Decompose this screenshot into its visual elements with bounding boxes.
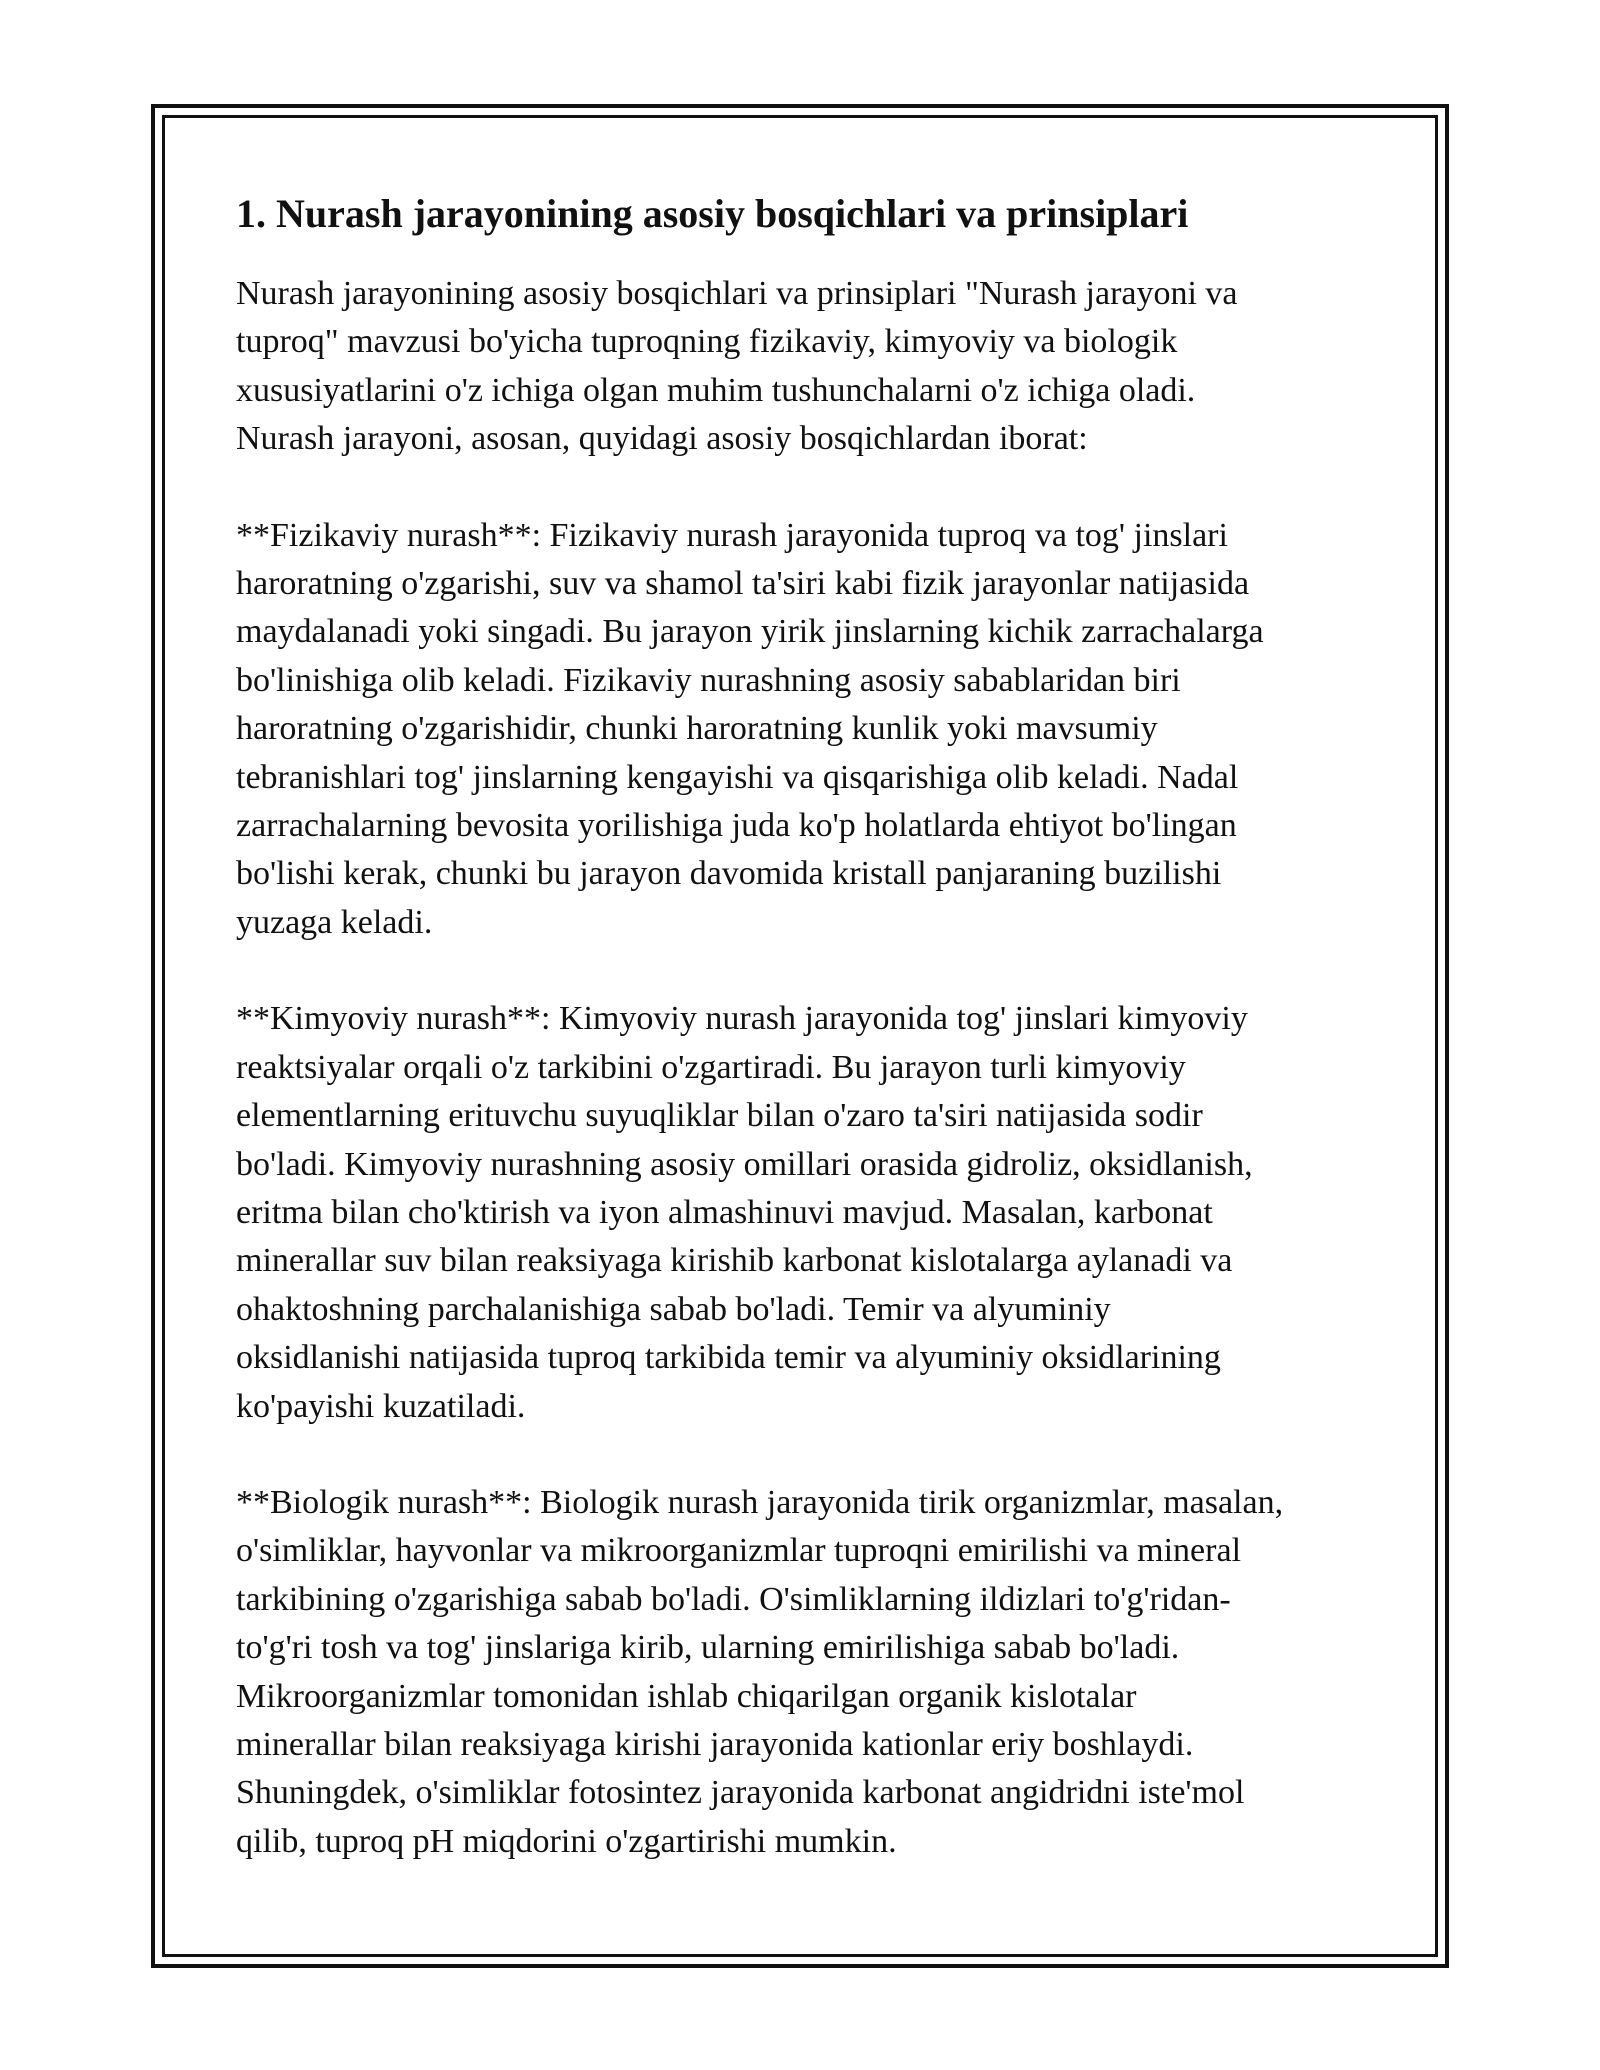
document-body <box>236 186 1386 1914</box>
intro-paragraph: Nurash jarayonining asosiy bosqichlari va prinsiplari "Nurash jarayoni va tuproq" mavzusi bo'yicha tuproqning fizikaviy, kimyoviy va biologik xususiyatlarini o'z ichiga olgan muhim tushunchalarni o'z ichiga oladi. Nurash jarayoni, asosan, quyidagi asosiy bosqichlardan iborat: <box>236 275 1238 458</box>
section-heading: 1. Nurash jarayonining asosiy bosqichlari va prinsiplari <box>236 191 1189 236</box>
physical-weathering-paragraph: **Fizikaviy nurash**: Fizikaviy nurash jarayonida tuproq va tog' jinslari haroratning o'zgarishi, suv va shamol ta'siri kabi fizik jarayonlar natijasida maydalanadi yoki singadi. Bu jarayon yirik jinslarning kichik zarrachalarga bo'linishiga olib keladi. Fizikaviy nurashning asosiy sabablaridan biri haroratning o'zgarishidir, chunki haroratning kunlik yoki mavsumiy tebranishlari tog' jinslarning kengayishi va qisqarishiga olib keladi. Nadal zarrachalarning bevosita yorilishiga juda ko'p holatlarda ehtiyot bo'lingan bo'lishi kerak, chunki bu jarayon davomida kristall panjaraning buzilishi yuzaga keladi. <box>236 516 1264 941</box>
biological-weathering-paragraph: **Biologik nurash**: Biologik nurash jarayonida tirik organizmlar, masalan, o'simliklar, hayvonlar va mikroorganizmlar tuproqni emirilishi va mineral tarkibining o'zgarishiga sabab bo'ladi. O'simliklarning ildizlari to'g'ridan- to'g'ri tosh va tog' jinslariga kirib, ularning emirilishiga sabab bo'ladi. Mikroorganizmlar tomonidan ishlab chiqarilgan organik kislotalar minerallar bilan reaksiyaga kirishi jarayonida kationlar eriy boshlaydi. Shuningdek, o'simliklar fotosintez jarayonida karbonat angidridni iste'mol qilib, tuproq pH miqdorini o'zgartirishi mumkin. <box>236 1483 1284 1860</box>
chemical-weathering-paragraph: **Kimyoviy nurash**: Kimyoviy nurash jarayonida tog' jinslari kimyoviy reaktsiyalar orqali o'z tarkibini o'zgartiradi. Bu jarayon turli kimyoviy elementlarning erituvchu suyuqliklar bilan o'zaro ta'siri natijasida sodir bo'ladi. Kimyoviy nurashning asosiy omillari orasida gidroliz, oksidlanish, eritma bilan cho'ktirish va iyon almashinuvi mavjud. Masalan, karbonat minerallar suv bilan reaksiyaga kirishib karbonat kislotalarga aylanadi va ohaktoshning parchalanishiga sabab bo'ladi. Temir va alyuminiy oksidlanishi natijasida tuproq tarkibida temir va alyuminiy oksidlarining ko'payishi kuzatiladi. <box>236 1000 1253 1425</box>
